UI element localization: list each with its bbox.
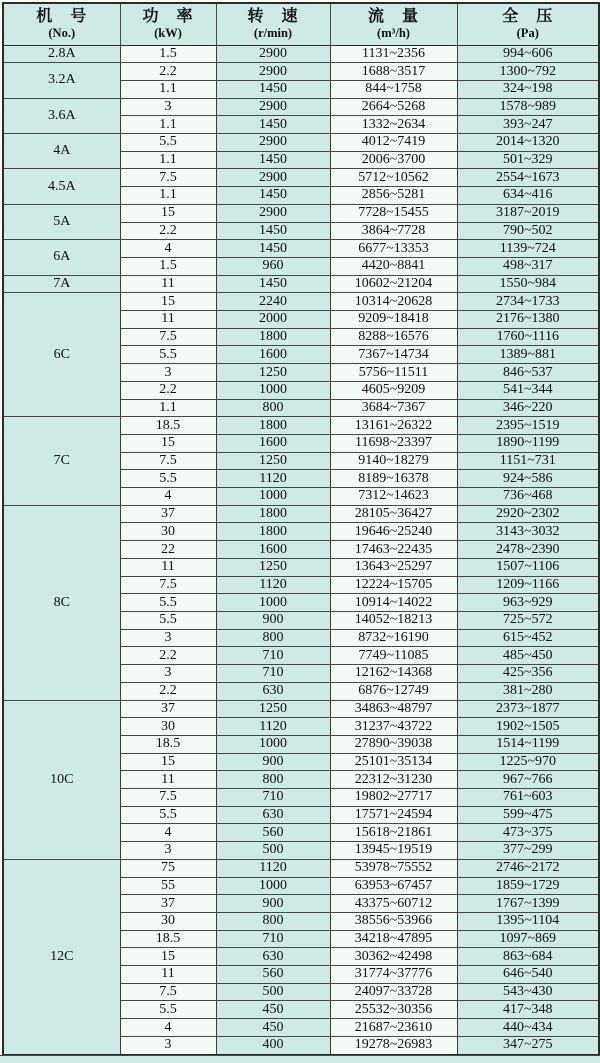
speed-cell: 1800: [216, 417, 330, 435]
model-cell: 6C: [3, 293, 120, 417]
speed-cell: 1120: [216, 859, 330, 877]
flow-cell: 19278~26983: [330, 1036, 457, 1055]
speed-cell: 1000: [216, 877, 330, 895]
power-cell: 75: [120, 859, 216, 877]
pressure-cell: 599~475: [457, 806, 599, 824]
fan-spec-table: [2, 2, 600, 1056]
pressure-cell: 346~220: [457, 399, 599, 417]
header-row: [3, 3, 599, 45]
speed-cell: 500: [216, 842, 330, 860]
model-cell: 5A: [3, 204, 120, 239]
pressure-cell: 3187~2019: [457, 204, 599, 222]
power-cell: 7.5: [120, 983, 216, 1001]
flow-cell: 15618~21861: [330, 824, 457, 842]
table-header: [3, 3, 599, 45]
flow-cell: 53978~75552: [330, 859, 457, 877]
pressure-cell: 485~450: [457, 647, 599, 665]
speed-cell: 2900: [216, 134, 330, 152]
speed-cell: 1000: [216, 735, 330, 753]
flow-cell: 1131~2356: [330, 45, 457, 63]
pressure-cell: 1902~1505: [457, 718, 599, 736]
flow-cell: 1332~2634: [330, 116, 457, 134]
power-cell: 15: [120, 948, 216, 966]
table-row: [3, 204, 599, 222]
power-cell: 1.1: [120, 116, 216, 134]
speed-cell: 1000: [216, 594, 330, 612]
power-cell: 15: [120, 204, 216, 222]
power-cell: 5.5: [120, 346, 216, 364]
flow-cell: 31237~43722: [330, 718, 457, 736]
power-cell: 15: [120, 753, 216, 771]
pressure-cell: 2554~1673: [457, 169, 599, 187]
pressure-cell: 736~468: [457, 488, 599, 506]
model-cell: 4.5A: [3, 169, 120, 204]
flow-cell: 21687~23610: [330, 1019, 457, 1037]
speed-cell: 1800: [216, 505, 330, 523]
speed-cell: 710: [216, 930, 330, 948]
pressure-cell: 347~275: [457, 1036, 599, 1055]
pressure-cell: 1550~984: [457, 275, 599, 293]
power-cell: 3: [120, 842, 216, 860]
power-cell: 5.5: [120, 470, 216, 488]
model-cell: 7C: [3, 417, 120, 506]
pressure-cell: 634~416: [457, 187, 599, 205]
pressure-cell: 1507~1106: [457, 558, 599, 576]
column-header-0: [3, 3, 120, 45]
pressure-cell: 393~247: [457, 116, 599, 134]
speed-cell: 400: [216, 1036, 330, 1055]
column-header-1: [120, 3, 216, 45]
pressure-cell: 417~348: [457, 1001, 599, 1019]
flow-cell: 7749~11085: [330, 647, 457, 665]
power-cell: 37: [120, 895, 216, 913]
flow-cell: 5756~11511: [330, 364, 457, 382]
speed-cell: 1800: [216, 328, 330, 346]
flow-cell: 2006~3700: [330, 151, 457, 169]
speed-cell: 2000: [216, 311, 330, 329]
speed-cell: 450: [216, 1019, 330, 1037]
column-header-3: [330, 3, 457, 45]
power-cell: 37: [120, 700, 216, 718]
speed-cell: 960: [216, 257, 330, 275]
column-header-4: [457, 3, 599, 45]
table-row: [3, 859, 599, 877]
pressure-cell: 2746~2172: [457, 859, 599, 877]
power-cell: 7.5: [120, 328, 216, 346]
pressure-cell: 1225~970: [457, 753, 599, 771]
flow-cell: 844~1758: [330, 80, 457, 98]
pressure-cell: 646~540: [457, 966, 599, 984]
pressure-cell: 2373~1877: [457, 700, 599, 718]
pressure-cell: 473~375: [457, 824, 599, 842]
flow-cell: 7367~14734: [330, 346, 457, 364]
speed-cell: 1000: [216, 488, 330, 506]
table-row: [3, 45, 599, 63]
pressure-cell: 543~430: [457, 983, 599, 1001]
pressure-cell: 963~929: [457, 594, 599, 612]
speed-cell: 560: [216, 966, 330, 984]
table-row: [3, 134, 599, 152]
column-title: 全 压: [502, 8, 554, 26]
flow-cell: 43375~60712: [330, 895, 457, 913]
flow-cell: 8189~16378: [330, 470, 457, 488]
power-cell: 11: [120, 311, 216, 329]
speed-cell: 1450: [216, 116, 330, 134]
pressure-cell: 725~572: [457, 612, 599, 630]
pressure-cell: 2014~1320: [457, 134, 599, 152]
speed-cell: 800: [216, 771, 330, 789]
flow-cell: 10914~14022: [330, 594, 457, 612]
table-row: [3, 505, 599, 523]
flow-cell: 31774~37776: [330, 966, 457, 984]
flow-cell: 19646~25240: [330, 523, 457, 541]
flow-cell: 17463~22435: [330, 541, 457, 559]
power-cell: 5.5: [120, 612, 216, 630]
pressure-cell: 2734~1733: [457, 293, 599, 311]
flow-cell: 9140~18279: [330, 452, 457, 470]
speed-cell: 900: [216, 753, 330, 771]
column-title: 转 速: [247, 8, 299, 26]
speed-cell: 500: [216, 983, 330, 1001]
power-cell: 11: [120, 558, 216, 576]
power-cell: 7.5: [120, 169, 216, 187]
column-unit: (kW): [154, 26, 182, 41]
flow-cell: 27890~39038: [330, 735, 457, 753]
power-cell: 2.2: [120, 222, 216, 240]
speed-cell: 1600: [216, 346, 330, 364]
power-cell: 55: [120, 877, 216, 895]
flow-cell: 11698~23397: [330, 434, 457, 452]
pressure-cell: 2176~1380: [457, 311, 599, 329]
flow-cell: 5712~10562: [330, 169, 457, 187]
power-cell: 1.1: [120, 80, 216, 98]
flow-cell: 25532~30356: [330, 1001, 457, 1019]
power-cell: 4: [120, 240, 216, 258]
power-cell: 30: [120, 912, 216, 930]
speed-cell: 710: [216, 665, 330, 683]
speed-cell: 2240: [216, 293, 330, 311]
power-cell: 5.5: [120, 806, 216, 824]
pressure-cell: 440~434: [457, 1019, 599, 1037]
speed-cell: 1450: [216, 240, 330, 258]
speed-cell: 1450: [216, 151, 330, 169]
pressure-cell: 790~502: [457, 222, 599, 240]
pressure-cell: 1859~1729: [457, 877, 599, 895]
speed-cell: 1250: [216, 452, 330, 470]
pressure-cell: 924~586: [457, 470, 599, 488]
pressure-cell: 381~280: [457, 682, 599, 700]
table-row: [3, 240, 599, 258]
speed-cell: 2900: [216, 204, 330, 222]
power-cell: 7.5: [120, 789, 216, 807]
pressure-cell: 846~537: [457, 364, 599, 382]
pressure-cell: 2395~1519: [457, 417, 599, 435]
speed-cell: 1000: [216, 381, 330, 399]
flow-cell: 13161~26322: [330, 417, 457, 435]
pressure-cell: 863~684: [457, 948, 599, 966]
power-cell: 2.2: [120, 63, 216, 81]
flow-cell: 10314~20628: [330, 293, 457, 311]
power-cell: 15: [120, 434, 216, 452]
power-cell: 4: [120, 824, 216, 842]
pressure-cell: 994~606: [457, 45, 599, 63]
power-cell: 18.5: [120, 930, 216, 948]
flow-cell: 30362~42498: [330, 948, 457, 966]
column-title: 机 号: [36, 8, 88, 26]
model-cell: 6A: [3, 240, 120, 275]
pressure-cell: 3143~3032: [457, 523, 599, 541]
speed-cell: 2900: [216, 45, 330, 63]
power-cell: 1.5: [120, 45, 216, 63]
flow-cell: 4605~9209: [330, 381, 457, 399]
column-title: 流 量: [367, 8, 419, 26]
pressure-cell: 1395~1104: [457, 912, 599, 930]
power-cell: 5.5: [120, 134, 216, 152]
column-header-2: [216, 3, 330, 45]
pressure-cell: 1767~1399: [457, 895, 599, 913]
power-cell: 11: [120, 771, 216, 789]
speed-cell: 630: [216, 806, 330, 824]
flow-cell: 14052~18213: [330, 612, 457, 630]
pressure-cell: 501~329: [457, 151, 599, 169]
flow-cell: 8288~16576: [330, 328, 457, 346]
flow-cell: 6677~13353: [330, 240, 457, 258]
flow-cell: 2664~5268: [330, 98, 457, 116]
speed-cell: 1120: [216, 576, 330, 594]
pressure-cell: 377~299: [457, 842, 599, 860]
speed-cell: 1250: [216, 558, 330, 576]
flow-cell: 24097~33728: [330, 983, 457, 1001]
column-unit: (Pa): [516, 26, 539, 41]
table-body: [3, 45, 599, 1055]
flow-cell: 2856~5281: [330, 187, 457, 205]
pressure-cell: 967~766: [457, 771, 599, 789]
power-cell: 18.5: [120, 417, 216, 435]
table-row: [3, 98, 599, 116]
background-strip: [0, 1055, 600, 1063]
model-cell: 2.8A: [3, 45, 120, 63]
flow-cell: 4420~8841: [330, 257, 457, 275]
pressure-cell: 1209~1166: [457, 576, 599, 594]
speed-cell: 800: [216, 912, 330, 930]
speed-cell: 1600: [216, 434, 330, 452]
flow-cell: 1688~3517: [330, 63, 457, 81]
flow-cell: 25101~35134: [330, 753, 457, 771]
speed-cell: 800: [216, 629, 330, 647]
power-cell: 30: [120, 718, 216, 736]
table-row: [3, 293, 599, 311]
pressure-cell: 1514~1199: [457, 735, 599, 753]
column-unit: (r/min): [253, 26, 293, 41]
table-row: [3, 63, 599, 81]
flow-cell: 17571~24594: [330, 806, 457, 824]
speed-cell: 800: [216, 399, 330, 417]
flow-cell: 34863~48797: [330, 700, 457, 718]
pressure-cell: 1151~731: [457, 452, 599, 470]
pressure-cell: 2920~2302: [457, 505, 599, 523]
pressure-cell: 1097~869: [457, 930, 599, 948]
speed-cell: 1600: [216, 541, 330, 559]
power-cell: 18.5: [120, 735, 216, 753]
speed-cell: 1450: [216, 80, 330, 98]
power-cell: 5.5: [120, 1001, 216, 1019]
flow-cell: 38556~53966: [330, 912, 457, 930]
power-cell: 3: [120, 629, 216, 647]
pressure-cell: 615~452: [457, 629, 599, 647]
model-cell: 12C: [3, 859, 120, 1055]
power-cell: 7.5: [120, 576, 216, 594]
pressure-cell: 1300~792: [457, 63, 599, 81]
speed-cell: 630: [216, 948, 330, 966]
flow-cell: 13643~25297: [330, 558, 457, 576]
flow-cell: 7312~14623: [330, 488, 457, 506]
pressure-cell: 2478~2390: [457, 541, 599, 559]
power-cell: 22: [120, 541, 216, 559]
power-cell: 4: [120, 488, 216, 506]
pressure-cell: 1890~1199: [457, 434, 599, 452]
power-cell: 3: [120, 1036, 216, 1055]
column-unit: (m³/h): [377, 26, 410, 41]
flow-cell: 10602~21204: [330, 275, 457, 293]
model-cell: 7A: [3, 275, 120, 293]
flow-cell: 7728~15455: [330, 204, 457, 222]
power-cell: 30: [120, 523, 216, 541]
power-cell: 4: [120, 1019, 216, 1037]
power-cell: 1.1: [120, 399, 216, 417]
model-cell: 10C: [3, 700, 120, 859]
model-cell: 3.2A: [3, 63, 120, 98]
power-cell: 37: [120, 505, 216, 523]
column-title: 功 率: [142, 8, 194, 26]
table-row: [3, 275, 599, 293]
speed-cell: 450: [216, 1001, 330, 1019]
power-cell: 1.5: [120, 257, 216, 275]
speed-cell: 560: [216, 824, 330, 842]
power-cell: 1.1: [120, 151, 216, 169]
flow-cell: 12162~14368: [330, 665, 457, 683]
pressure-cell: 1578~989: [457, 98, 599, 116]
pressure-cell: 541~344: [457, 381, 599, 399]
speed-cell: 1250: [216, 700, 330, 718]
speed-cell: 710: [216, 647, 330, 665]
power-cell: 3: [120, 364, 216, 382]
power-cell: 11: [120, 966, 216, 984]
flow-cell: 3864~7728: [330, 222, 457, 240]
pressure-cell: 1389~881: [457, 346, 599, 364]
flow-cell: 63953~67457: [330, 877, 457, 895]
power-cell: 2.2: [120, 381, 216, 399]
speed-cell: 710: [216, 789, 330, 807]
power-cell: 3: [120, 665, 216, 683]
flow-cell: 9209~18418: [330, 311, 457, 329]
speed-cell: 1120: [216, 718, 330, 736]
pressure-cell: 324~198: [457, 80, 599, 98]
speed-cell: 1450: [216, 222, 330, 240]
flow-cell: 8732~16190: [330, 629, 457, 647]
pressure-cell: 761~603: [457, 789, 599, 807]
table-row: [3, 700, 599, 718]
flow-cell: 6876~12749: [330, 682, 457, 700]
flow-cell: 19802~27717: [330, 789, 457, 807]
pressure-cell: 498~317: [457, 257, 599, 275]
table-row: [3, 417, 599, 435]
speed-cell: 1800: [216, 523, 330, 541]
power-cell: 2.2: [120, 647, 216, 665]
speed-cell: 1250: [216, 364, 330, 382]
speed-cell: 1120: [216, 470, 330, 488]
speed-cell: 1450: [216, 187, 330, 205]
speed-cell: 2900: [216, 169, 330, 187]
power-cell: 2.2: [120, 682, 216, 700]
pressure-cell: 425~356: [457, 665, 599, 683]
power-cell: 3: [120, 98, 216, 116]
power-cell: 11: [120, 275, 216, 293]
flow-cell: 34218~47895: [330, 930, 457, 948]
model-cell: 3.6A: [3, 98, 120, 133]
flow-cell: 22312~31230: [330, 771, 457, 789]
flow-cell: 4012~7419: [330, 134, 457, 152]
speed-cell: 2900: [216, 63, 330, 81]
flow-cell: 28105~36427: [330, 505, 457, 523]
column-unit: (No.): [48, 26, 76, 41]
power-cell: 7.5: [120, 452, 216, 470]
model-cell: 4A: [3, 134, 120, 169]
speed-cell: 1450: [216, 275, 330, 293]
pressure-cell: 1760~1116: [457, 328, 599, 346]
power-cell: 5.5: [120, 594, 216, 612]
flow-cell: 3684~7367: [330, 399, 457, 417]
power-cell: 15: [120, 293, 216, 311]
model-cell: 8C: [3, 505, 120, 700]
pressure-cell: 1139~724: [457, 240, 599, 258]
speed-cell: 900: [216, 612, 330, 630]
flow-cell: 12224~15705: [330, 576, 457, 594]
speed-cell: 630: [216, 682, 330, 700]
speed-cell: 2900: [216, 98, 330, 116]
power-cell: 1.1: [120, 187, 216, 205]
table-row: [3, 169, 599, 187]
flow-cell: 13945~19519: [330, 842, 457, 860]
speed-cell: 900: [216, 895, 330, 913]
